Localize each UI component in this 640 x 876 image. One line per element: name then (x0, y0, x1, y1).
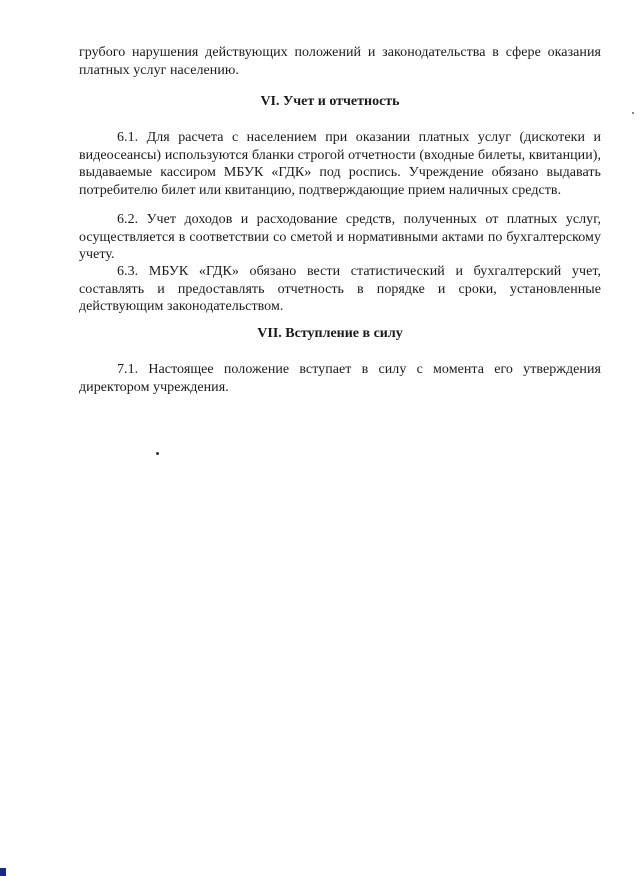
paragraph-6-2: 6.2. Учет доходов и расходование средств, полученных от платных услуг, осуществляется в соответствии со сметой и нормативными актами по бухгалтерскому учету. (79, 212, 601, 262)
section-7-heading: VII. Вступление в силу (257, 326, 403, 341)
section-6-heading: VI. Учет и отчетность (260, 94, 400, 109)
paragraph-7-1: 7.1. Настоящее положение вступает в силу с момента его утверждения директором учреждения. (79, 362, 601, 395)
scan-speck (156, 452, 159, 455)
scan-edge-mark (0, 868, 6, 876)
paragraph-6-1: 6.1. Для расчета с населением при оказании платных услуг (дискотеки и видеосеансы) используются бланки строгой отчетности (входные билеты, квитанции), выдаваемые кассиром МБУК «ГДК» под роспись. Учреждение обязано выдавать потребителю билет или квитанцию, подтверждающие прием наличных средств. (79, 130, 601, 198)
continuation-paragraph: грубого нарушения действующих положений и законодательства в сфере оказания платных услуг населению. (79, 45, 601, 78)
scan-speck-right (632, 112, 634, 114)
paragraph-6-3: 6.3. МБУК «ГДК» обязано вести статистический и бухгалтерский учет, составлять и предоставлять отчетность в порядке и сроки, установленные действующим законодательством. (79, 264, 601, 314)
